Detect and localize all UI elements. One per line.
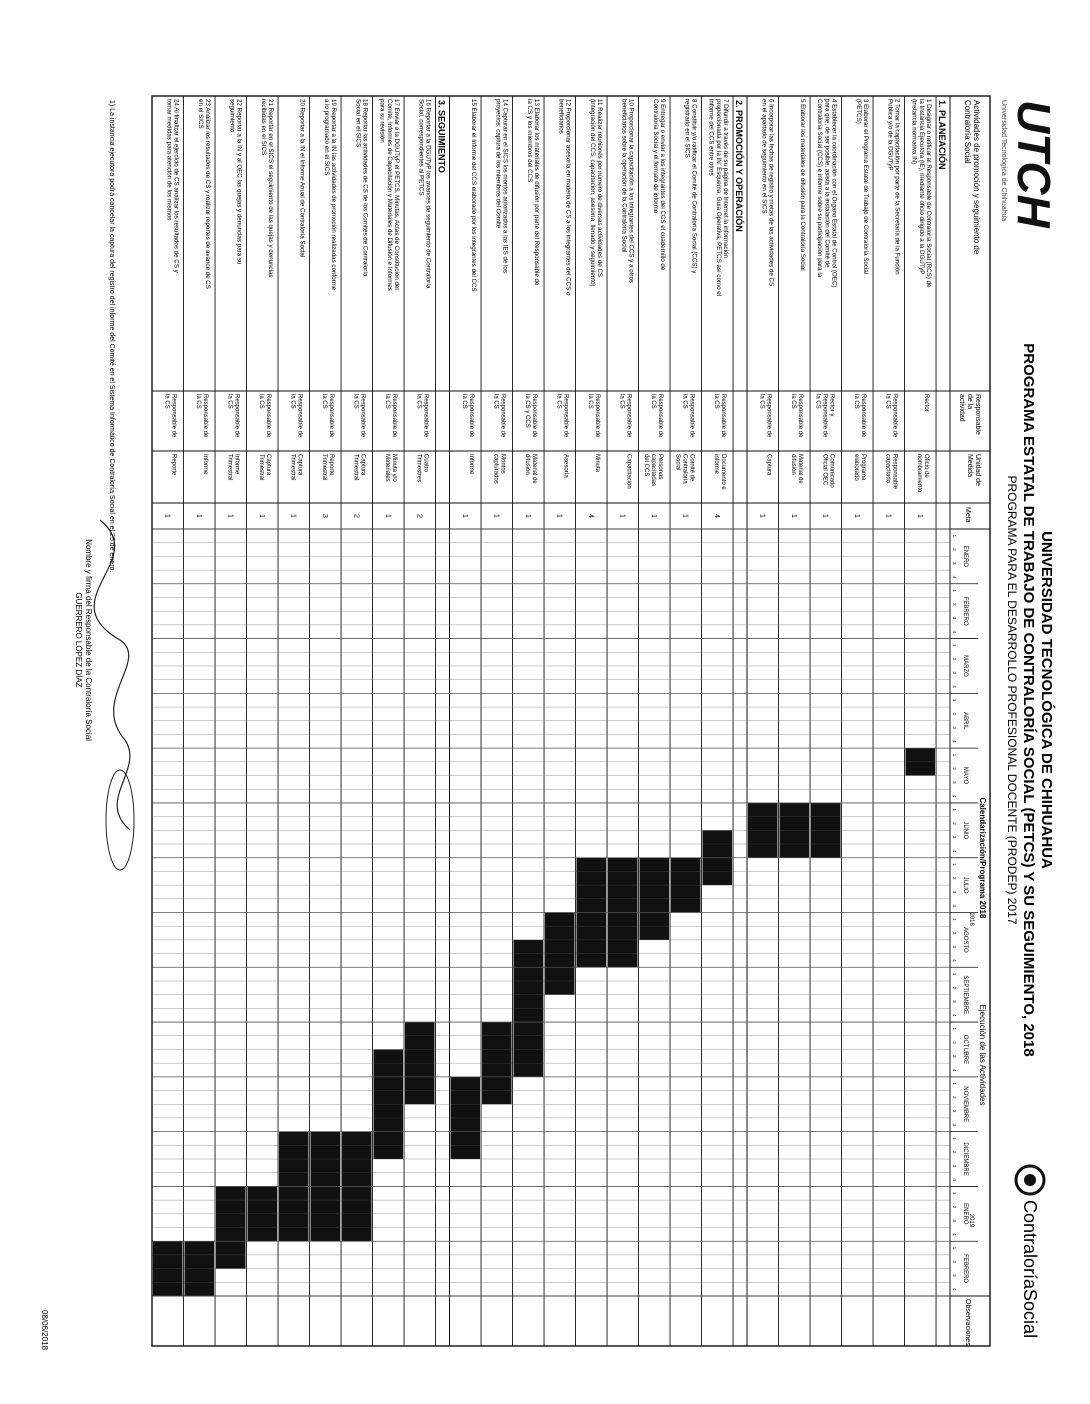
row-activity: 15 Elaborar el Informe del CCS elaborado por los integrantes del CCS	[470, 99, 477, 292]
utch-logo-subtext: Universidad Tecnológica de Chihuahua	[1000, 100, 1007, 222]
row-activity: 3 Elaborar el Programa Estatal de Trabajo de Contraloría Social(PETCS)	[854, 99, 869, 275]
university-title: UNIVERSIDAD TECNOLÓGICA DE CHIHUAHUA	[1038, 531, 1055, 869]
week-label: 4	[952, 1068, 957, 1072]
table-row	[607, 96, 639, 1346]
row-activity: 22 Reportar a la IN y al OEC las quejas y denuncias para suseguimiento	[228, 99, 243, 265]
table-header	[950, 96, 990, 1346]
row-unit: CuatroTrimestres	[415, 454, 429, 483]
row-activity: 11 Realizar reuniones por número de diversas actividades de CS(integración del CCS, capacitación, asesoría, llenado y seguimiento)	[588, 99, 603, 287]
week-label: 3	[952, 1109, 957, 1113]
row-activity: 2 Tomar la capacitación por parte de la Secretaría de la FunciónPública y/o de la DGUTyP	[886, 99, 901, 275]
row-unit: ComunicadoOficial OEC	[821, 454, 835, 488]
col-observations-header: Observaciones	[964, 1299, 971, 1346]
week-label: 2	[952, 548, 957, 551]
row-activity: 16 Reportar a la DGUTyP los avances de seguimiento de ContraloríaSocial, correspondientes al PETCS	[417, 99, 432, 289]
month-label: MAYO	[962, 766, 968, 785]
row-unit: Oficio denombramiento	[916, 454, 929, 493]
header	[1000, 100, 1060, 1338]
week-label: 3	[952, 781, 957, 784]
week-label: 1	[952, 863, 957, 866]
month-label: JULIO	[962, 876, 968, 894]
row-activity: 4 Establecer la coordinación con el Órgano Estatal de Control (OEC)para que, de ser posible, asista a la instalación del Comité deContraloría Social (CCS) e informe sobre su participación para la	[816, 99, 838, 288]
row-unit: Personascapacitadasdel CCS	[643, 454, 663, 487]
week-label: 2	[952, 1041, 957, 1044]
row-activity: 21 Reportar en el SICS el seguimiento de las quejas y denunciasrecibidas en el SICS	[259, 99, 274, 278]
week-label: 3	[952, 671, 957, 675]
row-goal: 1	[916, 514, 923, 518]
row-unit: Asesoría	[562, 454, 569, 478]
row-activity: 13 Elaborar los materiales de difusión por parte del Responsable dela CS y los miembros del CCS	[525, 99, 540, 286]
table-row	[873, 96, 905, 1346]
week-label: 3	[952, 1219, 957, 1222]
week-label: 4	[952, 849, 957, 853]
month-label: MARZO	[962, 655, 968, 677]
week-label: 4	[952, 794, 957, 798]
week-label: 1	[952, 698, 957, 702]
week-label: 2	[952, 1205, 957, 1209]
signature-role: Nombre y firma del Responsable de la Contraloría Social	[84, 539, 93, 741]
row-goal: 1	[258, 514, 265, 518]
row-activity: 23 Analizar los resultados de CS y realizar reportes de avance de CSen el SICS	[196, 99, 211, 289]
month-label: ENERO	[962, 1203, 968, 1225]
month-label: FEBRERO	[962, 596, 968, 626]
row-unit: Informe	[468, 454, 474, 475]
week-label: 2	[952, 931, 957, 935]
row-responsible: Responsable dela CS	[618, 394, 632, 438]
row-unit: Documento einforme	[713, 454, 726, 490]
row-goal: 1	[555, 514, 563, 518]
row-goal: 1	[650, 514, 657, 518]
table-row	[779, 96, 811, 1346]
row-goal: 1	[384, 514, 391, 518]
table-row	[247, 96, 279, 1346]
week-label: 4	[952, 1287, 957, 1291]
row-unit: Capacitación	[625, 454, 632, 489]
row-responsible: Responsable dela CS	[352, 394, 366, 438]
week-label: 3	[952, 616, 957, 620]
week-label: 2	[952, 657, 957, 661]
row-activity: 17 Enviar a la DGUTyP el PETCS, Minutas, Actas de Constitución delComité, Informes de Capacitación y Materiales de Difusión e Informespara su revisión	[378, 99, 400, 291]
row-responsible: Responsable dela CS	[461, 394, 474, 438]
row-goal: 1	[195, 514, 202, 518]
section-header-row	[436, 96, 450, 1346]
row-goal: 1	[226, 514, 234, 518]
row-unit: Informe	[202, 454, 208, 475]
table-row	[639, 96, 671, 1346]
row-goal: 1	[790, 514, 797, 518]
row-unit: Minuta	[594, 454, 600, 473]
month-label: OCTUBRE	[962, 1034, 968, 1065]
row-activity: 9 Entregar o enviar a los integrantes del CCS el cuadernillo deContraloría Social y el formato de informe	[651, 99, 666, 271]
row-responsible: Responsable dela CS y CCS	[524, 394, 537, 438]
row-activity: 7 Difundir a través de su página de Internet la informaciónproporcionada por la IN: Esquema, Guía Operativa, PETCS así como elinforme del CCS entre otros	[707, 99, 729, 297]
row-goal: 1	[461, 514, 468, 518]
row-activity: 1 Designar o ratificar al Responsable de Contraloría Social (RCS) dela Instancia Ejecutora (IE), mediante oficio dirigido a la DGUTyP(instancia normativa IN)	[910, 99, 932, 288]
contraloria-logo-core	[1024, 1174, 1036, 1186]
signature-block	[74, 520, 134, 870]
month-label: ENERO	[962, 545, 968, 568]
table-row	[842, 96, 874, 1346]
week-label: 1	[952, 1082, 957, 1085]
row-responsible: Responsable dela CS	[226, 394, 240, 438]
row-responsible: Responsable dela CS	[884, 394, 898, 438]
row-goal: 1	[681, 514, 689, 518]
week-label: 4	[952, 1178, 957, 1181]
row-responsible: Responsable dela CS	[289, 394, 303, 438]
row-responsible: Responsable dela CS	[587, 394, 600, 438]
row-unit: CapturaTrimestral	[258, 454, 271, 481]
row-responsible: Responsable dela CS	[195, 394, 208, 438]
row-responsible: Responsable dela CS	[258, 394, 271, 438]
row-activity: 10 Proporcionar la capacitación a los integrantes del CCS y a otrosbeneficiarios sobre la operación de la Contraloría Social	[620, 99, 635, 284]
table-row	[670, 96, 702, 1346]
execution-label: Ejecución de las Actividades	[978, 1004, 987, 1106]
row-responsible: Responsable dela CS	[321, 394, 334, 438]
footnote: 1) La instancia ejecutora podrá cancelar la captura del registro del informe del Comité en el Sistema Informático de Contraloría Social en el 25 de enero.	[108, 100, 115, 573]
week-label: 2	[952, 877, 957, 880]
program-title: PROGRAMA ESTATAL DE TRABAJO DE CONTRALORÍA SOCIAL (PETCS) Y SU SEGUIMIENTO, 2018	[1020, 343, 1037, 1057]
week-label: 1	[952, 1027, 957, 1031]
week-label: 4	[952, 630, 957, 633]
row-goal: 1	[524, 514, 531, 518]
col-responsible-header: Responsablede laactividad	[958, 394, 981, 435]
week-label: 1	[952, 1246, 957, 1250]
section-title: 2. PROMOCIÓN Y OPERACIÓN	[734, 100, 744, 232]
row-responsible: Rector yResponsable dela CS	[814, 394, 835, 438]
row-activity: 5 Elaborar los materiales de difusión para la Contraloría Social	[799, 99, 806, 271]
week-label: 1	[952, 1192, 957, 1195]
row-unit: Programaelaborado	[853, 454, 866, 481]
week-label: 4	[952, 1013, 957, 1017]
col-goal-header: Meta	[964, 507, 971, 523]
row-goal: 1	[821, 514, 829, 518]
row-unit: CapturaTrimestral	[352, 454, 366, 481]
row-activity: 8 Constituir y/o ratificar el Comité de Contraloría Social (CCS) yregistrarlo en el SICS	[683, 99, 698, 274]
month-label: FEBRERO	[962, 1254, 968, 1284]
week-label: 4	[952, 1123, 957, 1127]
week-label: 4	[952, 575, 957, 579]
subprogram-title: PROGRAMA PARA EL DESARROLLO PROFESIONAL DOCENTE (PRODEP) 2017	[1005, 475, 1019, 925]
row-activity: 14 Capturar en el SICS los montos autorizados a las IES de losproyectos; captura de los miembros del Comité	[494, 99, 509, 274]
row-responsible: Responsable dela CS	[492, 394, 506, 438]
row-activity: 18 Reportar las actividades de CS de los Comités de ContraloríaSocial en el SICS	[354, 99, 369, 277]
week-label: 4	[952, 959, 957, 962]
signature-loop	[106, 770, 134, 870]
week-label: 2	[952, 1150, 957, 1154]
week-label: 2	[952, 1260, 957, 1264]
month-label: DICIEMBRE	[962, 1142, 968, 1176]
row-goal: 2	[352, 514, 360, 518]
week-label: 1	[952, 589, 957, 592]
year-2018-label: 2018	[968, 912, 974, 926]
row-responsible: Responsable dela CS	[790, 394, 803, 438]
section-title: 3. SEGUIMIENTO	[436, 100, 447, 173]
row-unit: Minuta y/oMateriales	[384, 454, 397, 482]
week-label: 2	[952, 767, 957, 770]
row-goal: 1	[884, 514, 892, 518]
week-label: 4	[952, 904, 957, 907]
year-2019-label: 2019	[968, 1213, 974, 1228]
week-label: 2	[952, 986, 957, 990]
week-label: 3	[952, 1055, 957, 1058]
week-label: 4	[952, 740, 957, 743]
row-goal: 1	[618, 514, 626, 518]
row-goal: 1	[758, 514, 766, 518]
row-goal: 4	[587, 514, 594, 518]
row-unit: CapturaTrimestral	[289, 454, 303, 481]
table-row	[481, 96, 513, 1346]
row-unit: Montoscapturados	[492, 454, 506, 484]
week-label: 3	[952, 1000, 957, 1003]
week-label: 3	[952, 890, 957, 894]
signature-name: GUERRERO LÓPEZ DÍAZ	[74, 592, 83, 688]
row-responsible: Rector	[923, 394, 929, 412]
row-unit: Material dedifusión	[790, 454, 803, 484]
week-label: 2	[952, 1096, 957, 1099]
month-label: AGOSTO	[962, 927, 968, 953]
week-label: 4	[952, 1233, 957, 1236]
week-label: 3	[952, 835, 957, 839]
row-activity: 24 Al finalizar el ejercicio de CS analizar los resultados de CS ytomar medidas para atención de los mismos	[165, 99, 180, 273]
row-responsible: Responsable dela CS	[681, 394, 695, 438]
contraloria-brand: ContraloríaSocial	[1020, 1200, 1040, 1339]
row-unit: Captura	[765, 454, 772, 476]
row-goal: 1	[289, 514, 297, 518]
utch-logo: UTCH	[1008, 100, 1060, 228]
row-goal: 4	[713, 514, 720, 518]
row-responsible: Responsable dela CS	[650, 394, 663, 438]
week-label: 1	[952, 1137, 957, 1140]
week-label: 2	[952, 603, 957, 606]
row-goal: 3	[321, 514, 328, 518]
row-activity: 20 Reportar a la IN el Informe Anual de Contraloría Social	[298, 99, 306, 258]
week-label: 3	[952, 1274, 957, 1277]
week-label: 1	[952, 753, 957, 757]
month-label: JUNIO	[962, 821, 968, 840]
row-unit: Material dedifusión	[524, 454, 537, 484]
row-goal: 1	[163, 514, 171, 518]
table-row	[215, 96, 247, 1346]
section-header-row	[936, 96, 950, 1346]
row-goal: 1	[492, 514, 500, 518]
row-responsible: Responsable dela CS	[713, 394, 726, 438]
row-responsible: Responsable dela CS	[853, 394, 866, 438]
week-label: 3	[952, 945, 957, 948]
week-label: 3	[952, 1164, 957, 1168]
row-unit: Comité deContraloríaSocial	[674, 454, 695, 484]
week-label: 1	[952, 808, 957, 812]
row-unit: Responsablecapacitado	[884, 454, 898, 490]
week-label: 2	[952, 712, 957, 716]
row-responsible: Responsable dela CS	[415, 394, 429, 438]
week-label: 3	[952, 561, 957, 565]
week-label: 1	[952, 644, 957, 647]
row-responsible: Responsable dela CS	[758, 394, 772, 438]
row-goal: 1	[853, 514, 860, 518]
section-title: 1. PLANEACIÓN	[937, 100, 947, 170]
week-label: 4	[952, 685, 957, 688]
table-row	[152, 96, 184, 1346]
row-responsible: Responsable dela CS	[163, 394, 177, 438]
section-header-row	[733, 96, 747, 1346]
program-table	[152, 96, 990, 1346]
side-code: 08/06/2018	[40, 1310, 49, 1351]
row-unit: Reporte	[170, 454, 177, 476]
week-label: 3	[952, 726, 957, 729]
week-label: 2	[952, 822, 957, 825]
row-activity: 19 Reportar a la IN las actividades de promoción realizadas conformea lo programado en el SICS	[322, 99, 337, 291]
week-label: 1	[952, 972, 957, 976]
month-label: NOVIEMBRE	[962, 1086, 968, 1123]
row-activity: 12 Proporcionar asesoría en materia de CS a los integrantes del CCS obeneficiarios	[557, 99, 572, 296]
row-unit: InformeTrimestral	[226, 454, 240, 481]
month-label: ABRIL	[962, 712, 968, 730]
calendar-label: Calendarización/Programa 2018	[978, 797, 987, 919]
row-responsible: Responsable dela CS	[555, 394, 569, 438]
col-unit-header: Unidad deMedida	[966, 454, 981, 486]
month-label: SEPTIEMBRE	[962, 975, 968, 1015]
week-label: 1	[952, 918, 957, 921]
col-activities-header: Actividades de promoción y seguimiento deContraloría Social	[963, 100, 981, 255]
row-responsible: Responsable dela CS	[384, 394, 397, 438]
row-unit: ReporteTrimestral	[321, 454, 334, 481]
row-goal: 2	[415, 514, 423, 518]
week-label: 1	[952, 534, 957, 538]
row-activity: 6 Incorporar las fechas de registro y metas de las actividades de CSen el apartado de seguimiento en el SICS	[760, 99, 775, 287]
